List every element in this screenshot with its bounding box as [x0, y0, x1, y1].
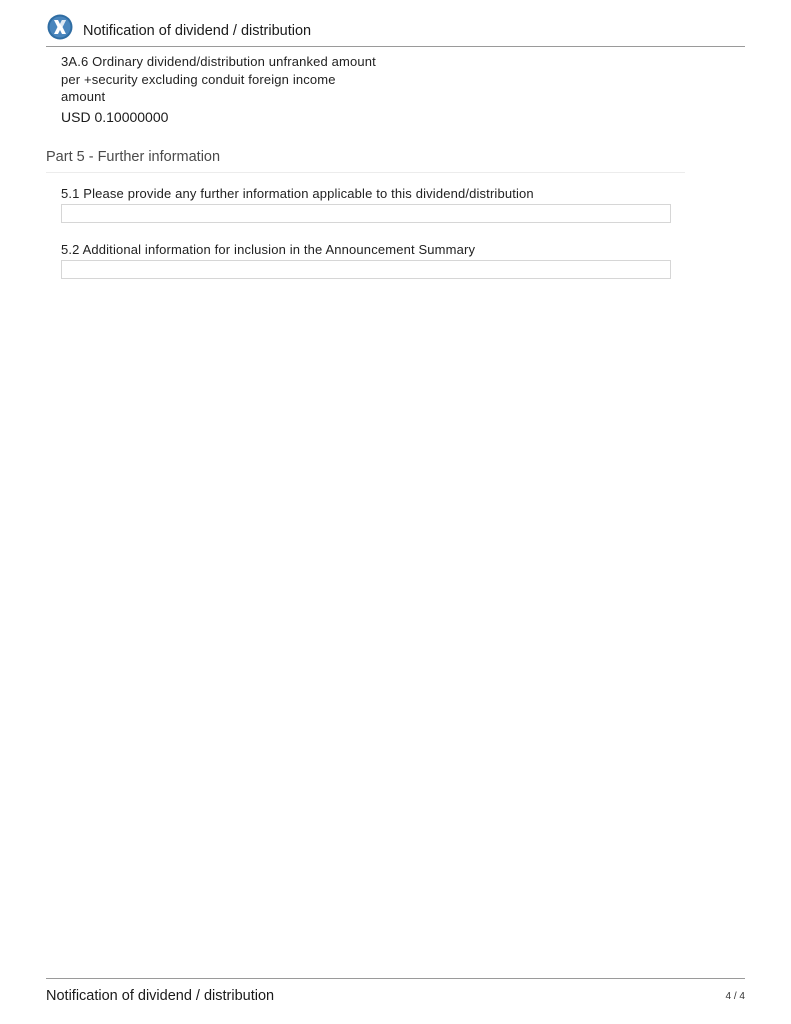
page-footer: [46, 978, 745, 1007]
question-5-1-label: 5.1 Please provide any further information applicable to this dividend/distribution: [61, 186, 534, 201]
question-5-1-answer-box: [61, 204, 671, 223]
page-header: [46, 12, 745, 47]
page-number: 4 / 4: [725, 991, 745, 1002]
header-title: Notification of dividend / distribution: [83, 23, 312, 39]
part5-heading: Part 5 - Further information: [46, 149, 685, 173]
question-5-2-answer-box: [61, 260, 671, 279]
field-3a6-label: 3A.6 Ordinary dividend/distribution unfranked amount per +security excluding conduit foreign income amount: [61, 54, 376, 104]
field-3a6: [61, 53, 381, 125]
field-3a6-value: USD 0.10000000: [61, 108, 169, 125]
question-5-2-label: 5.2 Additional information for inclusion in the Announcement Summary: [61, 242, 476, 257]
footer-title: Notification of dividend / distribution: [46, 988, 275, 1004]
asx-logo-icon: [47, 14, 73, 40]
